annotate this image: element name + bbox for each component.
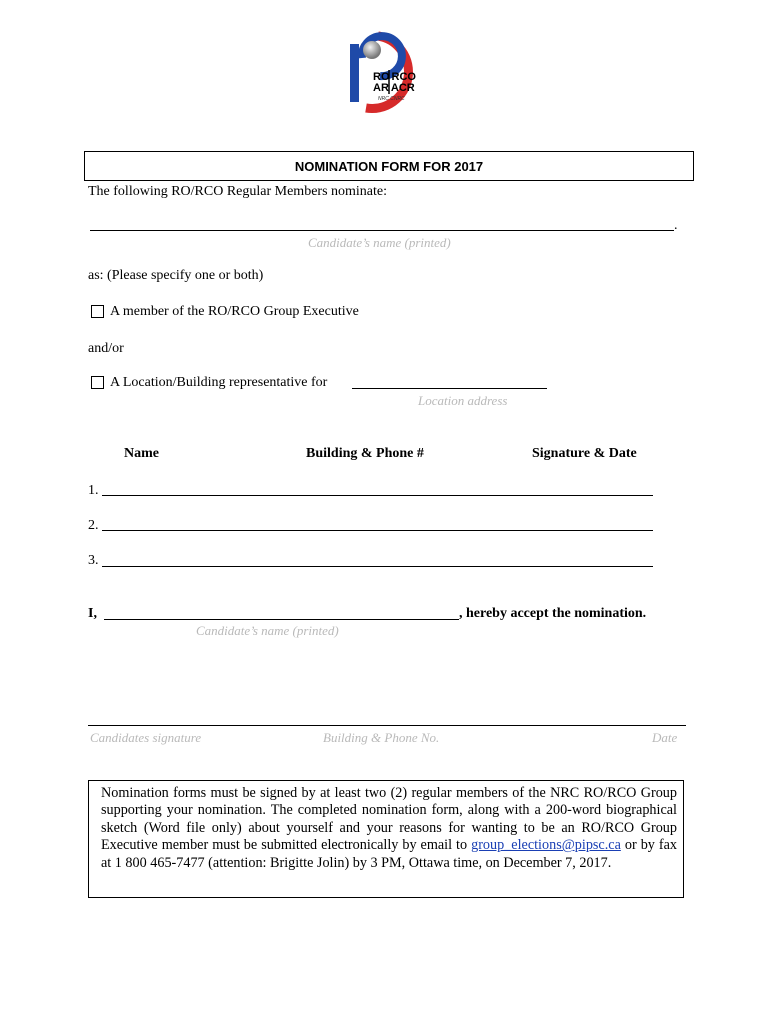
form-title: NOMINATION FORM FOR 2017 xyxy=(84,151,694,181)
accept-name-line[interactable] xyxy=(104,619,459,620)
accept-name-hint: Candidate’s name (printed) xyxy=(196,623,339,638)
logo-graphic xyxy=(342,24,428,120)
header-name: Name xyxy=(124,446,159,461)
svg-text:ARACR xyxy=(373,82,415,94)
row-number-2: 2. xyxy=(88,518,99,533)
notice-text-before: Nomination forms must be signed by at least two (2) regular members of the NRC RO/RCO Group supporting your nomination. The completed nomination form, along with a 200-word biographical sketch (Word file only) about yourself and your reasons for wanting to be an RO/RCO Group Executive member must be submitted electronically by email to xyxy=(101,785,677,854)
header-building-phone: Building & Phone # xyxy=(306,446,424,461)
logo-text-ro: RO xyxy=(373,71,390,83)
as-instruction: as: (Please specify one or both) xyxy=(88,268,264,283)
intro-text: The following RO/RCO Regular Members nominate: xyxy=(88,184,388,199)
building-phone-label: Building & Phone No. xyxy=(323,730,440,745)
logo-text-nrc: NRC CNRC xyxy=(378,96,405,102)
row-line-3[interactable] xyxy=(102,566,653,567)
location-rep-option-label: A Location/Building representative for xyxy=(110,375,328,390)
candidate-signature-label: Candidates signature xyxy=(90,730,202,745)
and-or-text: and/or xyxy=(88,341,124,356)
location-address-hint: Location address xyxy=(418,393,508,408)
logo-text-acr: ACR xyxy=(390,82,415,94)
nominee-name-line[interactable] xyxy=(90,230,674,231)
row-number-3: 3. xyxy=(88,553,99,568)
row-number-1: 1. xyxy=(88,483,99,498)
signature-line[interactable] xyxy=(88,725,686,726)
candidate-name-hint: Candidate’s name (printed) xyxy=(308,235,451,250)
submission-notice xyxy=(88,780,684,898)
row-line-1[interactable] xyxy=(102,495,653,496)
email-link[interactable]: group_elections@pipsc.ca xyxy=(471,837,621,854)
header-signature-date: Signature & Date xyxy=(532,446,637,461)
accept-suffix: , hereby accept the nomination. xyxy=(459,606,647,621)
logo-text-rco: RCO xyxy=(391,71,416,83)
organization-logo xyxy=(342,24,428,120)
date-label: Date xyxy=(652,730,678,745)
logo-text-ar: AR xyxy=(373,82,389,94)
notice-text-after: or by fax at 1 800 465-7477 (attention: Brigitte Jolin) by 3 PM, Ottawa time, on December 7, 2017. xyxy=(101,837,677,871)
row-line-2[interactable] xyxy=(102,530,653,531)
line-end-period: . xyxy=(674,218,678,233)
location-rep-checkbox[interactable] xyxy=(91,376,104,389)
location-line[interactable] xyxy=(352,388,547,389)
executive-option-label: A member of the RO/RCO Group Executive xyxy=(110,304,359,319)
accept-prefix: I, xyxy=(88,606,97,621)
executive-checkbox[interactable] xyxy=(91,305,104,318)
